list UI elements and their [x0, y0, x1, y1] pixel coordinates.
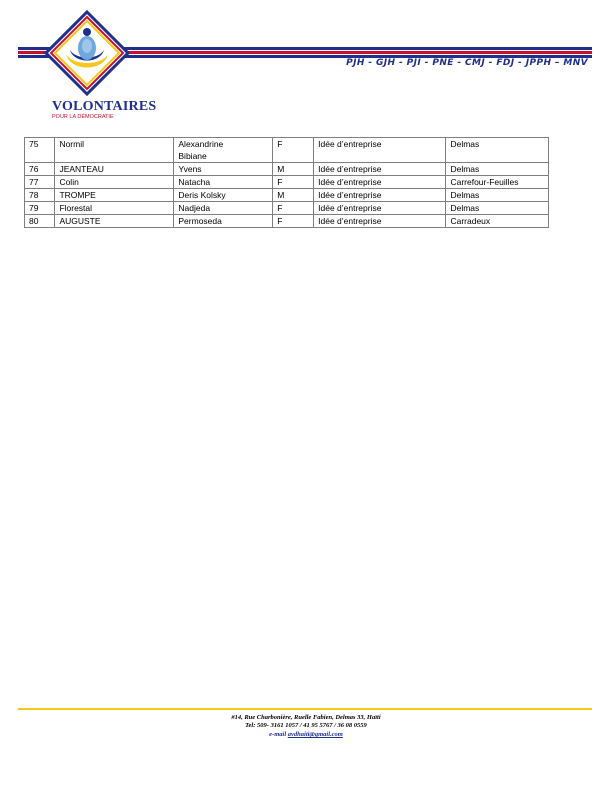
footer-email-link[interactable]: avdhaiti@gmail.com: [287, 731, 343, 738]
cell-location: Delmas: [446, 189, 549, 202]
brand-subtitle: POUR LA DÉMOCRATIE: [52, 114, 114, 120]
cell-project-type: Idée d’entreprise: [314, 176, 446, 189]
table-row: [25, 215, 549, 228]
cell-first-name: Natacha: [174, 176, 273, 189]
organization-logo: [44, 10, 130, 96]
footer-address: #14, Rue Charbonière, Ruelle Fabien, Delmas 33, Haïti: [231, 714, 381, 721]
footer-divider: [18, 708, 592, 710]
cell-sex: M: [273, 189, 314, 202]
cell-row-number: 77: [25, 176, 55, 189]
cell-row-number: 78: [25, 189, 55, 202]
cell-row-number: 79: [25, 202, 55, 215]
organizations-line: PJH - GJH - PJI - PNE - CMJ - FDJ - JPPH – MNV: [346, 58, 588, 68]
cell-first-name: Nadjeda: [174, 202, 273, 215]
volunteer-table-body: [25, 138, 549, 228]
footer-email-line: [0, 731, 612, 739]
table-row: [25, 138, 549, 163]
cell-row-number: 80: [25, 215, 55, 228]
cell-project-type: Idée d’entreprise: [314, 202, 446, 215]
brand-name: VOLONTAIRES: [52, 99, 157, 114]
cell-location: Delmas: [446, 163, 549, 176]
brand-block: [52, 99, 157, 121]
footer-email-label: e-mail: [269, 731, 288, 738]
cell-first-name: Alexandrine Bibiane: [174, 138, 273, 163]
cell-last-name: JEANTEAU: [55, 163, 174, 176]
table-row: [25, 176, 549, 189]
table-row: [25, 189, 549, 202]
cell-location: Delmas: [446, 138, 549, 163]
cell-sex: M: [273, 163, 314, 176]
volunteer-table: [24, 137, 549, 228]
table-row: [25, 202, 549, 215]
cell-project-type: Idée d’entreprise: [314, 138, 446, 163]
cell-sex: F: [273, 202, 314, 215]
cell-project-type: Idée d’entreprise: [314, 189, 446, 202]
cell-row-number: 75: [25, 138, 55, 163]
footer-phone: Tel: 509- 3161 1057 / 41 95 5767 / 36 08 0559: [245, 722, 367, 729]
logo-emblem-icon: [44, 10, 130, 96]
cell-location: Carradeux: [446, 215, 549, 228]
cell-first-name: Yvens: [174, 163, 273, 176]
cell-location: Delmas: [446, 202, 549, 215]
table-row: [25, 163, 549, 176]
cell-first-name: Deris Kolsky: [174, 189, 273, 202]
cell-last-name: Normil: [55, 138, 174, 163]
cell-last-name: Colin: [55, 176, 174, 189]
cell-sex: F: [273, 215, 314, 228]
cell-project-type: Idée d’entreprise: [314, 163, 446, 176]
cell-last-name: TROMPE: [55, 189, 174, 202]
cell-last-name: Florestal: [55, 202, 174, 215]
cell-first-name: Permoseda: [174, 215, 273, 228]
cell-sex: F: [273, 176, 314, 189]
cell-row-number: 76: [25, 163, 55, 176]
cell-sex: F: [273, 138, 314, 163]
cell-last-name: AUGUSTE: [55, 215, 174, 228]
cell-location: Carrefour-Feuilles: [446, 176, 549, 189]
cell-project-type: Idée d’entreprise: [314, 215, 446, 228]
